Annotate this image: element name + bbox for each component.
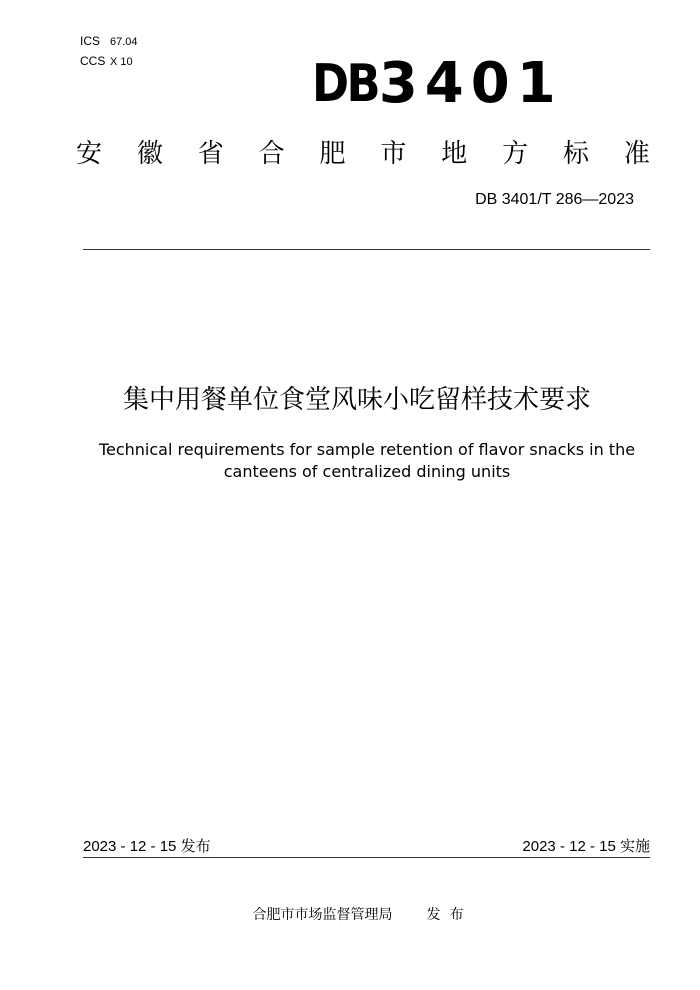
release-label: 发布 xyxy=(180,837,211,855)
standard-title-char: 省 xyxy=(197,139,224,169)
header-divider xyxy=(83,249,650,250)
document-title-cn: 集中用餐单位食堂风味小吃留样技术要求 xyxy=(122,385,591,415)
standard-title-char: 徽 xyxy=(136,139,163,169)
standard-number: DB 3401/T 286—2023 xyxy=(475,191,634,208)
ics-label: ICS xyxy=(80,34,101,48)
standard-title-char: 标 xyxy=(563,139,590,169)
implement-date-block xyxy=(522,836,650,857)
ccs-value: X 10 xyxy=(110,56,133,68)
ccs-label: CCS xyxy=(80,54,106,68)
footer-divider xyxy=(83,857,650,858)
logo-number: 3401 xyxy=(378,51,563,116)
standard-title-char: 方 xyxy=(502,139,529,169)
implement-date: 2023 - 12 - 15 xyxy=(522,838,616,855)
release-date-block xyxy=(83,836,211,857)
db-logo xyxy=(312,53,563,115)
issuer-name: 合肥市市场监督管理局 xyxy=(252,907,393,923)
standard-title-char: 地 xyxy=(441,139,468,169)
issuer xyxy=(0,905,700,925)
standard-title-char: 合 xyxy=(258,139,285,169)
standard-title-char: 肥 xyxy=(319,139,346,169)
standard-title-char: 安 xyxy=(76,139,103,169)
standard-title-char: 准 xyxy=(623,139,650,169)
logo-prefix: DB xyxy=(312,54,379,114)
release-date: 2023 - 12 - 15 xyxy=(83,838,177,855)
issuer-action: 发 布 xyxy=(426,907,464,923)
document-title-en: Technical requirements for sample retention of flavor snacks in the canteens of centralized dining units xyxy=(98,440,636,481)
implement-label: 实施 xyxy=(619,837,650,855)
standard-title xyxy=(76,136,650,172)
ics-value: 67.04 xyxy=(110,36,138,48)
standard-title-char: 市 xyxy=(380,139,407,169)
